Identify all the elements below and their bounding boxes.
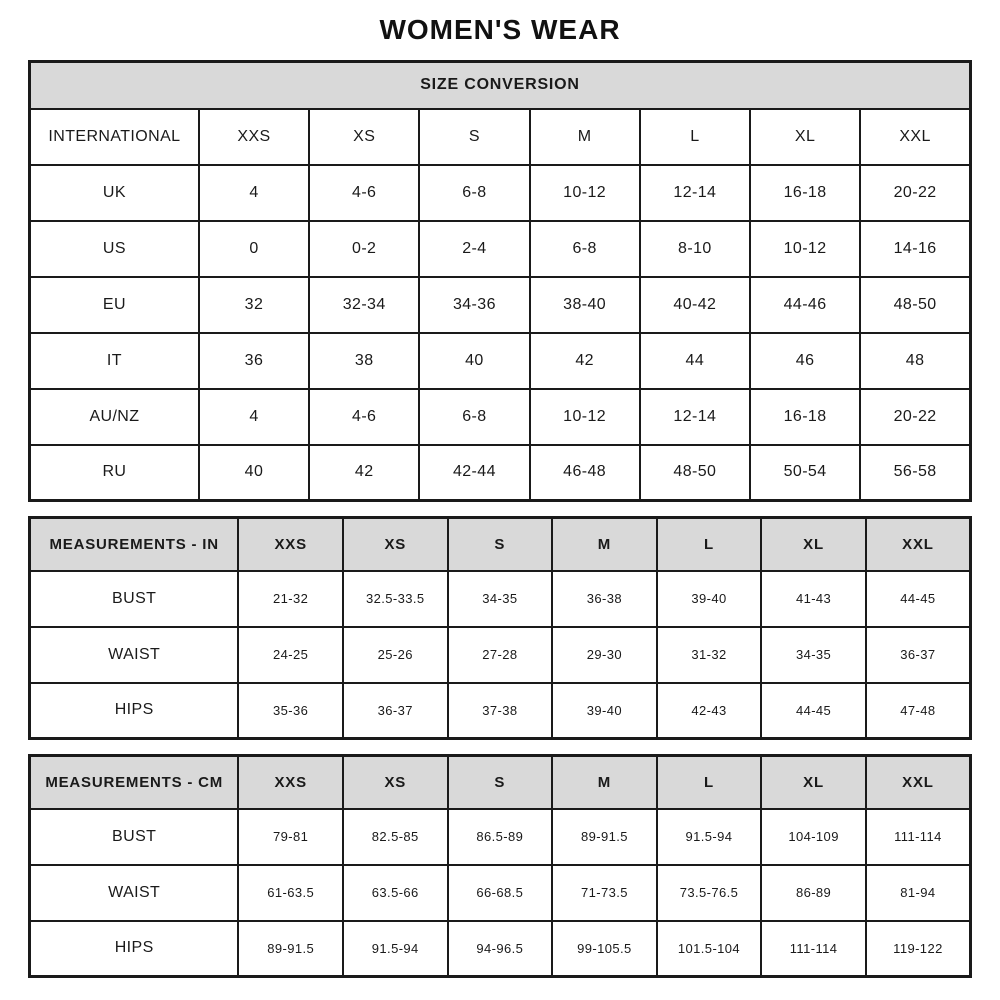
table-cell: 29-30 xyxy=(552,627,657,683)
row-label: HIPS xyxy=(30,921,239,977)
table-cell: 16-18 xyxy=(750,165,860,221)
table-cell: 4-6 xyxy=(309,389,419,445)
table-cell: 2-4 xyxy=(419,221,529,277)
table-cell: 79-81 xyxy=(238,809,343,865)
table-cell: 38-40 xyxy=(530,277,640,333)
table-cell: 36-38 xyxy=(552,571,657,627)
column-header: XL xyxy=(761,518,866,571)
table-cell: 32-34 xyxy=(309,277,419,333)
measurements-in-table xyxy=(28,516,972,740)
column-header: INTERNATIONAL xyxy=(30,109,199,165)
column-header: XS xyxy=(309,109,419,165)
row-label: WAIST xyxy=(30,627,239,683)
table-cell: 37-38 xyxy=(448,683,553,739)
table-cell: 12-14 xyxy=(640,389,750,445)
column-header: M xyxy=(530,109,640,165)
column-header: L xyxy=(657,756,762,809)
table-cell: 119-122 xyxy=(866,921,971,977)
table-cell: 91.5-94 xyxy=(343,921,448,977)
row-label: WAIST xyxy=(30,865,239,921)
table-cell: 36 xyxy=(199,333,309,389)
table-cell: 10-12 xyxy=(750,221,860,277)
table-cell: 44-45 xyxy=(866,571,971,627)
table-cell: 99-105.5 xyxy=(552,921,657,977)
column-header: MEASUREMENTS - CM xyxy=(30,756,239,809)
table-cell: 89-91.5 xyxy=(238,921,343,977)
table-cell: 111-114 xyxy=(761,921,866,977)
table-cell: 21-32 xyxy=(238,571,343,627)
table-cell: 39-40 xyxy=(657,571,762,627)
row-label: AU/NZ xyxy=(30,389,199,445)
table-cell: 82.5-85 xyxy=(343,809,448,865)
table-cell: 86.5-89 xyxy=(448,809,553,865)
table-cell: 34-36 xyxy=(419,277,529,333)
table-row xyxy=(30,571,971,627)
table-cell: 4 xyxy=(199,389,309,445)
row-label: UK xyxy=(30,165,199,221)
table-cell: 6-8 xyxy=(419,389,529,445)
table-cell: 16-18 xyxy=(750,389,860,445)
table-cell: 48 xyxy=(860,333,970,389)
column-header: MEASUREMENTS - IN xyxy=(30,518,239,571)
table-row xyxy=(30,683,971,739)
table-cell: 111-114 xyxy=(866,809,971,865)
column-header: XXS xyxy=(238,756,343,809)
table-cell: 47-48 xyxy=(866,683,971,739)
table-cell: 10-12 xyxy=(530,389,640,445)
table-cell: 91.5-94 xyxy=(657,809,762,865)
table-cell: 36-37 xyxy=(866,627,971,683)
table-cell: 6-8 xyxy=(419,165,529,221)
row-label: US xyxy=(30,221,199,277)
column-header: L xyxy=(657,518,762,571)
table-cell: 44-45 xyxy=(761,683,866,739)
table-cell: 35-36 xyxy=(238,683,343,739)
table-cell: 101.5-104 xyxy=(657,921,762,977)
column-header: XL xyxy=(761,756,866,809)
table-cell: 94-96.5 xyxy=(448,921,553,977)
table-cell: 81-94 xyxy=(866,865,971,921)
table-banner: SIZE CONVERSION xyxy=(30,62,971,109)
table-cell: 36-37 xyxy=(343,683,448,739)
table-cell: 56-58 xyxy=(860,445,970,501)
table-row xyxy=(30,627,971,683)
column-header: XL xyxy=(750,109,860,165)
column-header: S xyxy=(448,518,553,571)
table-row xyxy=(30,333,971,389)
row-label: BUST xyxy=(30,809,239,865)
table-cell: 46-48 xyxy=(530,445,640,501)
table-cell: 46 xyxy=(750,333,860,389)
table-row xyxy=(30,921,971,977)
table-cell: 38 xyxy=(309,333,419,389)
table-cell: 86-89 xyxy=(761,865,866,921)
table-cell: 48-50 xyxy=(640,445,750,501)
row-label: IT xyxy=(30,333,199,389)
table-cell: 61-63.5 xyxy=(238,865,343,921)
table-cell: 44-46 xyxy=(750,277,860,333)
column-header: XXL xyxy=(860,109,970,165)
row-label: HIPS xyxy=(30,683,239,739)
table-cell: 40 xyxy=(199,445,309,501)
table-cell: 89-91.5 xyxy=(552,809,657,865)
size-conversion-table xyxy=(28,60,972,502)
column-header: S xyxy=(419,109,529,165)
column-header: S xyxy=(448,756,553,809)
row-label: RU xyxy=(30,445,199,501)
table-cell: 73.5-76.5 xyxy=(657,865,762,921)
table-row xyxy=(30,165,971,221)
table-cell: 24-25 xyxy=(238,627,343,683)
table-cell: 34-35 xyxy=(448,571,553,627)
measurements-cm-table xyxy=(28,754,972,978)
table-cell: 39-40 xyxy=(552,683,657,739)
table-cell: 40-42 xyxy=(640,277,750,333)
table-cell: 27-28 xyxy=(448,627,553,683)
table-cell: 14-16 xyxy=(860,221,970,277)
column-header-row xyxy=(30,756,971,809)
row-label: BUST xyxy=(30,571,239,627)
table-cell: 31-32 xyxy=(657,627,762,683)
table-cell: 8-10 xyxy=(640,221,750,277)
table-cell: 40 xyxy=(419,333,529,389)
table-cell: 42-43 xyxy=(657,683,762,739)
table-cell: 0-2 xyxy=(309,221,419,277)
table-cell: 6-8 xyxy=(530,221,640,277)
table-cell: 10-12 xyxy=(530,165,640,221)
table-row xyxy=(30,221,971,277)
column-header: M xyxy=(552,518,657,571)
table-cell: 4-6 xyxy=(309,165,419,221)
table-row xyxy=(30,445,971,501)
table-cell: 41-43 xyxy=(761,571,866,627)
table-cell: 0 xyxy=(199,221,309,277)
column-header: L xyxy=(640,109,750,165)
table-cell: 25-26 xyxy=(343,627,448,683)
table-cell: 32.5-33.5 xyxy=(343,571,448,627)
table-cell: 71-73.5 xyxy=(552,865,657,921)
table-cell: 48-50 xyxy=(860,277,970,333)
table-cell: 44 xyxy=(640,333,750,389)
row-label: EU xyxy=(30,277,199,333)
table-cell: 32 xyxy=(199,277,309,333)
table-cell: 4 xyxy=(199,165,309,221)
table-cell: 42-44 xyxy=(419,445,529,501)
table-cell: 63.5-66 xyxy=(343,865,448,921)
column-header: XXS xyxy=(238,518,343,571)
table-cell: 20-22 xyxy=(860,165,970,221)
column-header: XXL xyxy=(866,518,971,571)
column-header-row xyxy=(30,109,971,165)
column-header: XXS xyxy=(199,109,309,165)
table-cell: 12-14 xyxy=(640,165,750,221)
table-row xyxy=(30,389,971,445)
table-cell: 104-109 xyxy=(761,809,866,865)
table-cell: 42 xyxy=(530,333,640,389)
page-title: WOMEN'S WEAR xyxy=(379,14,621,45)
table-row xyxy=(30,809,971,865)
table-row xyxy=(30,865,971,921)
column-header: XS xyxy=(343,756,448,809)
table-banner-row xyxy=(30,62,971,109)
table-cell: 34-35 xyxy=(761,627,866,683)
table-cell: 42 xyxy=(309,445,419,501)
column-header: XXL xyxy=(866,756,971,809)
table-cell: 66-68.5 xyxy=(448,865,553,921)
table-cell: 20-22 xyxy=(860,389,970,445)
table-row xyxy=(30,277,971,333)
column-header: M xyxy=(552,756,657,809)
column-header: XS xyxy=(343,518,448,571)
table-cell: 50-54 xyxy=(750,445,860,501)
column-header-row xyxy=(30,518,971,571)
